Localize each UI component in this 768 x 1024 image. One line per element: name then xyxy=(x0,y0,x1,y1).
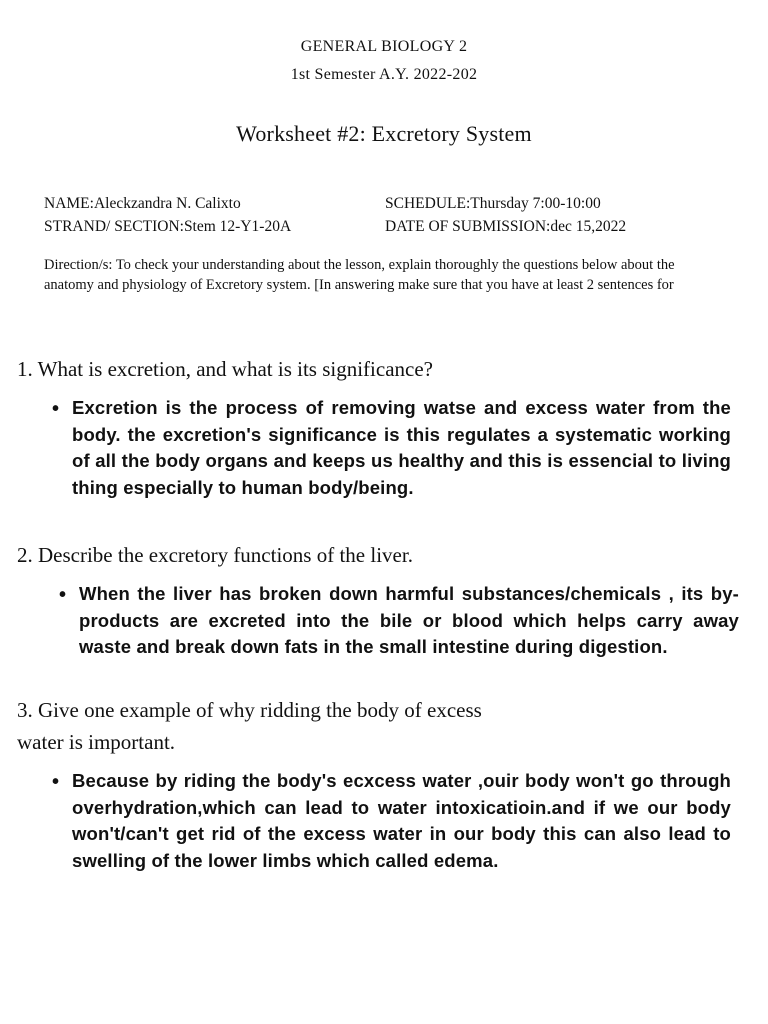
question-1: 1. What is excretion, and what is its significance? xyxy=(17,357,433,381)
schedule: SCHEDULE:Thursday 7:00-10:00 xyxy=(385,195,601,212)
semester-line: 1st Semester A.Y. 2022-202 xyxy=(290,66,478,83)
bullet-1: • xyxy=(52,398,60,420)
question-2: 2. Describe the excretory functions of the liver. xyxy=(17,543,413,567)
worksheet-title: Worksheet #2: Excretory System xyxy=(236,121,532,146)
bullet-2: • xyxy=(59,584,67,606)
answer-1: Excretion is the process of removing watse and excess water from the body. the excretion's significance is this regulates a systematic working of all the body organs and keeps us healthy and this is essencial to living thing especially to human body/being. xyxy=(72,397,731,498)
date-of-submission: DATE OF SUBMISSION:dec 15,2022 xyxy=(385,218,627,235)
student-name: NAME:Aleckzandra N. Calixto xyxy=(44,195,241,212)
strand-section: STRAND/ SECTION:Stem 12-Y1-20A xyxy=(44,218,292,235)
question-3-line-1: 3. Give one example of why ridding the body of excess xyxy=(17,698,482,722)
direction-text: Direction/s: To check your understanding about the lesson, explain thoroughly the questions below about the anatomy and physiology of Excretory system. [In answering make sure that you have at least 2 sentences for xyxy=(44,257,675,293)
bullet-3: • xyxy=(52,771,60,793)
answer-2: When the liver has broken down harmful substances/chemicals , its by-products are excreted into the bile or blood which helps carry away waste and break down fats in the small intestine during digestion. xyxy=(79,583,739,657)
course-title: GENERAL BIOLOGY 2 xyxy=(300,38,468,55)
answer-3: Because by riding the body's ecxcess water ,ouir body won't go through overhydration,which can lead to water intoxicatioin.and if we our body won't/can't get rid of the excess water in our body this can also lead to swelling of the lower limbs which called edema. xyxy=(72,770,731,871)
question-3-line-2: water is important. xyxy=(17,730,176,754)
